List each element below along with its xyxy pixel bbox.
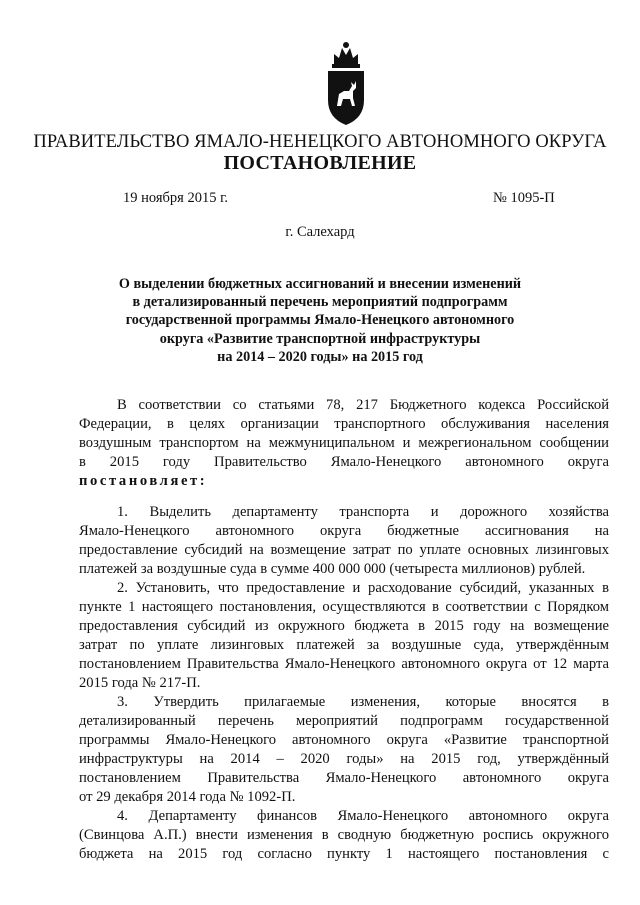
body-line: Федерации, в целях организации транспортного обслуживания населения — [79, 416, 609, 432]
body-line: 2. Установить, что предоставление и расходование субсидий, указанных в — [117, 580, 609, 596]
document-date: 19 ноября 2015 г. — [123, 190, 229, 206]
body-line: (Свинцова А.П.) внести изменения в сводную бюджетную роспись окружного — [79, 827, 609, 843]
body-line: 4. Департаменту финансов Ямало-Ненецкого автономного округа — [117, 808, 609, 824]
body-line: бюджета на 2015 год согласно пункту 1 настоящего постановления с — [79, 846, 609, 862]
body-line: программы Ямало-Ненецкого автономного округа «Развитие транспортной — [79, 732, 609, 748]
body-line: предоставления субсидий из окружного бюджета в 2015 году на возмещение — [79, 618, 609, 634]
body-line: затрат по уплате лизинговых платежей за воздушные суда, утверждённым — [79, 637, 609, 653]
title-line: округа «Развитие транспортной инфраструктуры — [159, 330, 481, 347]
body-line: пункте 1 настоящего постановления, осуществляются в соответствии с Порядком — [79, 599, 609, 615]
title-line: О выделении бюджетных ассигнований и внесении изменений — [118, 276, 522, 292]
body-line: детализированный перечень мероприятий подпрограмм государственной — [79, 713, 609, 729]
body-line: Ямало-Ненецкого автономного округа бюджетные ассигнования на — [79, 523, 609, 539]
document-title — [100, 275, 540, 366]
government-name: ПРАВИТЕЛЬСТВО ЯМАЛО-НЕНЕЦКОГО АВТОНОМНОГО ОКРУГА — [33, 132, 607, 152]
body-line: постановлением Правительства Ямало-Ненецкого автономного округа — [79, 770, 609, 786]
coat-of-arms-emblem — [322, 38, 370, 128]
title-line: в детализированный перечень мероприятий подпрограмм — [132, 294, 508, 311]
document-city: г. Салехард — [285, 224, 355, 240]
body-line: от 29 декабря 2014 года № 1092-П. — [79, 789, 296, 805]
body-line: 1. Выделить департаменту транспорта и дорожного хозяйства — [117, 504, 609, 520]
body-line: предоставление субсидий на возмещение затрат по уплате основных лизинговых — [79, 542, 609, 558]
body-line: платежей за воздушные суда в сумме 400 000 000 (четыреста миллионов) рублей. — [79, 561, 586, 577]
body-line: воздушным транспортом на межмуниципальном и межрегиональном сообщении — [79, 435, 609, 451]
body-line: в 2015 году Правительство Ямало-Ненецкого автономного округа — [79, 454, 609, 470]
body-line: В соответствии со статьями 78, 217 Бюджетного кодекса Российской — [117, 397, 609, 413]
body-line: 3. Утвердить прилагаемые изменения, которые вносятся в — [117, 694, 609, 710]
document-number: № 1095-П — [493, 190, 555, 206]
body-line-resolves: постановляет: — [79, 473, 208, 489]
body-line: 2015 года № 217-П. — [79, 675, 201, 691]
title-line: на 2014 – 2020 годы» на 2015 год — [217, 348, 423, 365]
body-line: постановлением Правительства Ямало-Ненецкого автономного округа от 12 марта — [79, 656, 609, 672]
document-type: ПОСТАНОВЛЕНИЕ — [223, 152, 417, 174]
title-line: государственной программы Ямало-Ненецкого автономного — [125, 312, 515, 329]
body-line: инфраструктуры на 2014 – 2020 годы» на 2015 год, утверждённый — [79, 751, 609, 767]
